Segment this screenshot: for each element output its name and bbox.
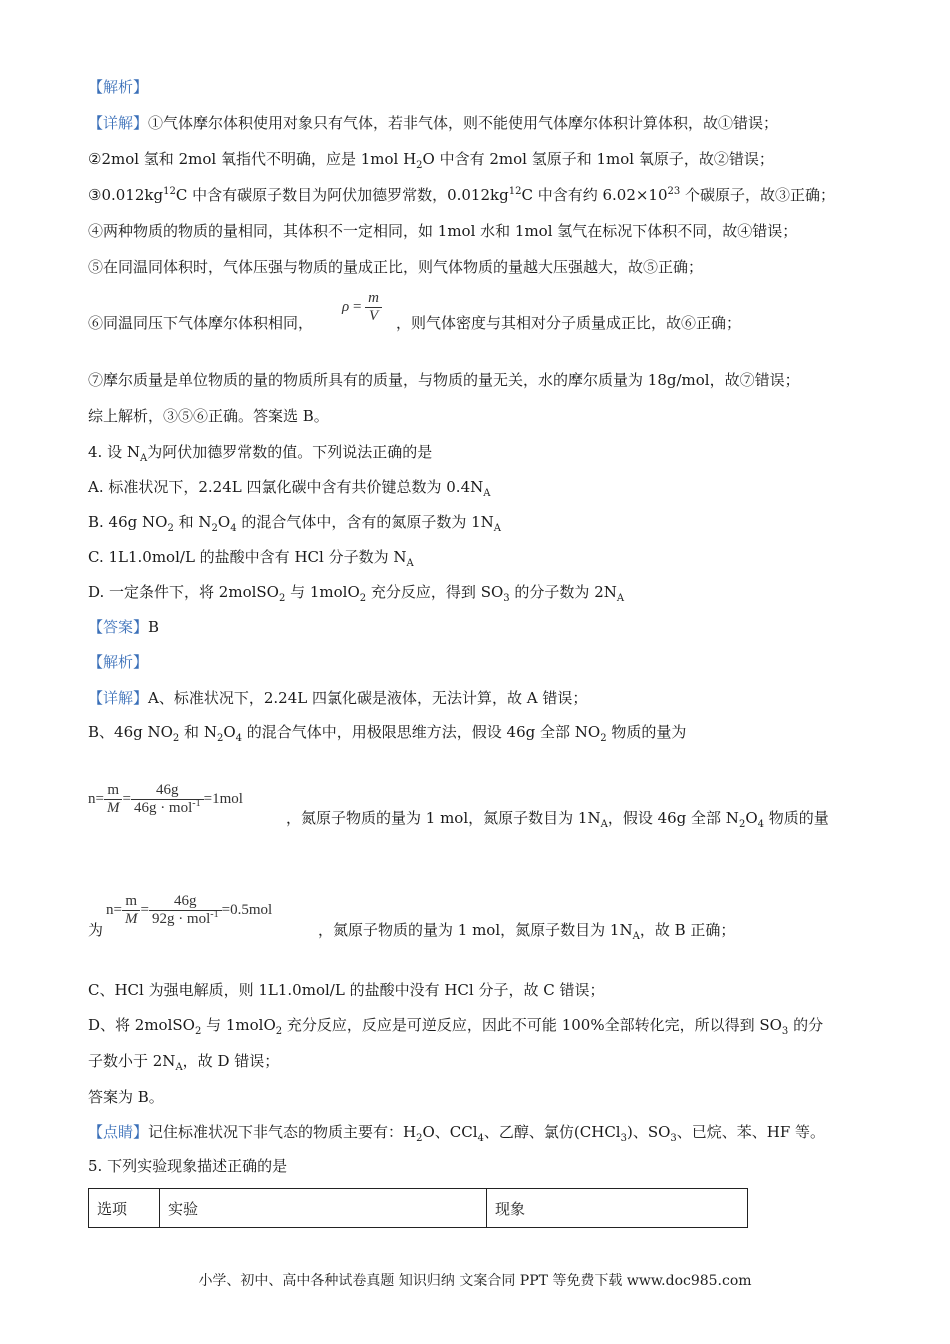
q4-option-d: D. 一定条件下，将 2molSO$_2$ 与 1molO$_2$ 充分反应，得到 $SO_3$ 的分子数为 $2N_A$ [88,583,625,604]
page-footer: 小学、初中、高中各种试卷真题 知识归纳 文案合同 PPT 等免费下载 www.doc985.com [198,1273,752,1289]
q4-tip: 【点睛】记住标准状况下非气态的物质主要有：$H_2O$、CCl$_4$、乙醇、氯仿(CHCl$_3$)、$SO_3$、已烷、苯、HF 等。 [88,1123,826,1144]
q4-detail-a: 【详解】A、标准状况下，2.24L 四氯化碳是液体，无法计算，故 A 错误； [88,689,588,707]
q4-option-c: C. 1L1.0mol/L 的盐酸中含有 HCl 分子数为 $N_A$ [88,548,414,569]
table-header-cell: 实验 [160,1189,487,1228]
q4-option-a: A. 标准状况下，2.24L 四氯化碳中含有共价键总数为 $0.4N_A$ [88,478,491,499]
q4-option-b: B. 46g $NO_2$ 和 $N_2O_4$ 的混合气体中，含有的氮原子数为 $1N_A$ [88,513,502,534]
detail-line-6: ⑥同温同压下气体摩尔体积相同， [88,314,314,332]
q5-stem: 5. 下列实验现象描述正确的是 [88,1157,288,1175]
table-header-cell: 选项 [89,1189,160,1228]
detail-line-3: $③0.012kg^{12}C$ 中含有碳原子数目为阿伏加德罗常数，$0.012kg^{12}C$ 中含有约 $6.02\times 10^{23}$ 个碳原子，故③正确； [88,186,836,204]
q4-detail-d: D、将 2molSO$_2$ 与 1molO$_2$ 充分反应，反应是可逆反应，因此不可能 100%全部转化完，所以得到 $SO_3$ 的分 [88,1016,824,1037]
analysis-tag: 【解析】 [88,78,149,96]
detail-line-5: ⑤在同温同体积时，气体压强与物质的量成正比，则气体物质的量越大压强越大，故⑤正确； [88,258,704,276]
formula-1: n= $\frac{m}{M}$ = $\frac{46g}{46g \cdot mol^{-1}}$ =1mol [88,782,243,816]
conclusion-line: 综上解析，③⑤⑥正确。答案选 B。 [88,407,329,425]
table-header-row [89,1189,748,1228]
q4-answer: 【答案】B [88,618,160,636]
detail-line-7: ⑦摩尔质量是单位物质的量的物质所具有的质量，与物质的量无关，水的摩尔质量为 18g/mol，故⑦错误； [88,371,800,389]
detail-line-1: 【详解】①气体摩尔体积使用对象只有气体，若非气体，则不能使用气体摩尔体积计算体积，故①错误； [88,114,779,132]
q4-detail-c: C、HCl 为强电解质，则 1L1.0mol/L 的盐酸中没有 HCl 分子，故 C 错误； [88,981,605,999]
formula-2-prefix: 为 [88,921,104,939]
q4-analysis-tag: 【解析】 [88,653,149,671]
detail-line-4: ④两种物质的物质的量相同，其体积不一定相同，如 1mol 水和 1mol 氢气在标况下体积不同，故④错误； [88,222,798,240]
detail-tag: 【详解】 [88,114,149,132]
formula-1-text: ，氮原子物质的量为 1 mol，氮原子数目为 $1N_A$，假设 46g 全部 $N_2O_4$ 物质的量 [286,809,829,830]
detail-line-6b: ，则气体密度与其相对分子质量成正比，故⑥正确； [396,314,742,332]
answer-tag: 【答案】 [88,618,149,636]
q5-table [88,1188,748,1228]
density-formula: ρ = $\frac{m}{V}$ [342,290,382,325]
q4-detail-b: B、46g $NO_2$ 和 $N_2O_4$ 的混合气体中，用极限思维方法，假设 46g 全部 $NO_2$ 物质的量为 [88,723,687,744]
formula-2: n= $\frac{m}{M}$ = $\frac{46g}{92g \cdot mol^{-1}}$ =0.5mol [106,893,273,927]
q4-final-answer: 答案为 B。 [88,1088,164,1106]
tip-tag: 【点睛】 [88,1123,149,1141]
table-header-cell: 现象 [487,1189,748,1228]
q4-detail-d-cont: 子数小于 $2N_A$，故 D 错误； [88,1052,280,1073]
formula-2-text: ，氮原子物质的量为 1 mol，氮原子数目为 $1N_A$，故 B 正确； [318,921,736,942]
detail-line-2: ②2mol 氢和 2mol 氧指代不明确，应是 1mol $H_2O$ 中含有 2mol 氢原子和 1mol 氧原子，故②错误； [88,150,774,171]
q4-stem: 4. 设 $N_A$为阿伏加德罗常数的值。下列说法正确的是 [88,443,433,464]
